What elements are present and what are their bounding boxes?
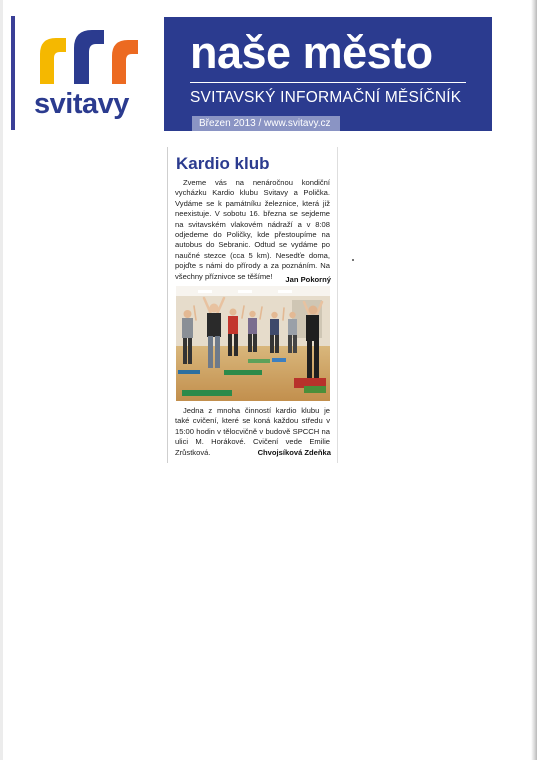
masthead-title: naše město — [190, 27, 433, 78]
masthead-subtitle: SVITAVSKÝ INFORMAČNÍ MĚSÍČNÍK — [190, 89, 462, 106]
article-body: Zveme vás na nenáročnou kondiční vycházku Kardio klubu Svitavy a Polička. Vydáme se k památníku železnice, která již neexistuje. V sobotu 16. března se sejdeme na svitavském vlakovém nádraží a v 8:08 odjedeme do Poličky, kde přestoupíme na autobus do Sebranic. Odtud se vydáme po naučné stezce (cca 5 km). Nesedťe doma, pojďte s námi do přírody a za poznáním. Na všechny příznivce se těšíme! — [175, 178, 330, 281]
logo-wordmark: svitavy — [34, 88, 129, 120]
article-kardio-klub — [167, 147, 338, 463]
article-title: Kardio klub — [176, 154, 270, 173]
issue-tab: Březen 2013 / www.svitavy.cz — [192, 116, 340, 131]
masthead-banner — [164, 17, 492, 131]
article-author: Jan Pokorný — [285, 275, 331, 284]
scan-speck — [352, 259, 354, 261]
scan-edge-left — [0, 0, 3, 760]
scan-edge-right — [531, 0, 537, 760]
exercise-photo — [176, 286, 330, 401]
photo-caption: Jedna z mnoha činností kardio klubu je také cvičení, které se koná každou středu v 15:00 hodin v tělocvičně v budově SPCCH na ulici M. Horákové. Cvičení vede Emilie Zrůstková. — [175, 406, 330, 457]
svitavy-logo — [34, 28, 149, 128]
caption-author: Chvojsíková Zdeňka — [257, 448, 331, 457]
masthead-divider — [190, 82, 466, 83]
masthead-accent-bar — [11, 16, 15, 130]
